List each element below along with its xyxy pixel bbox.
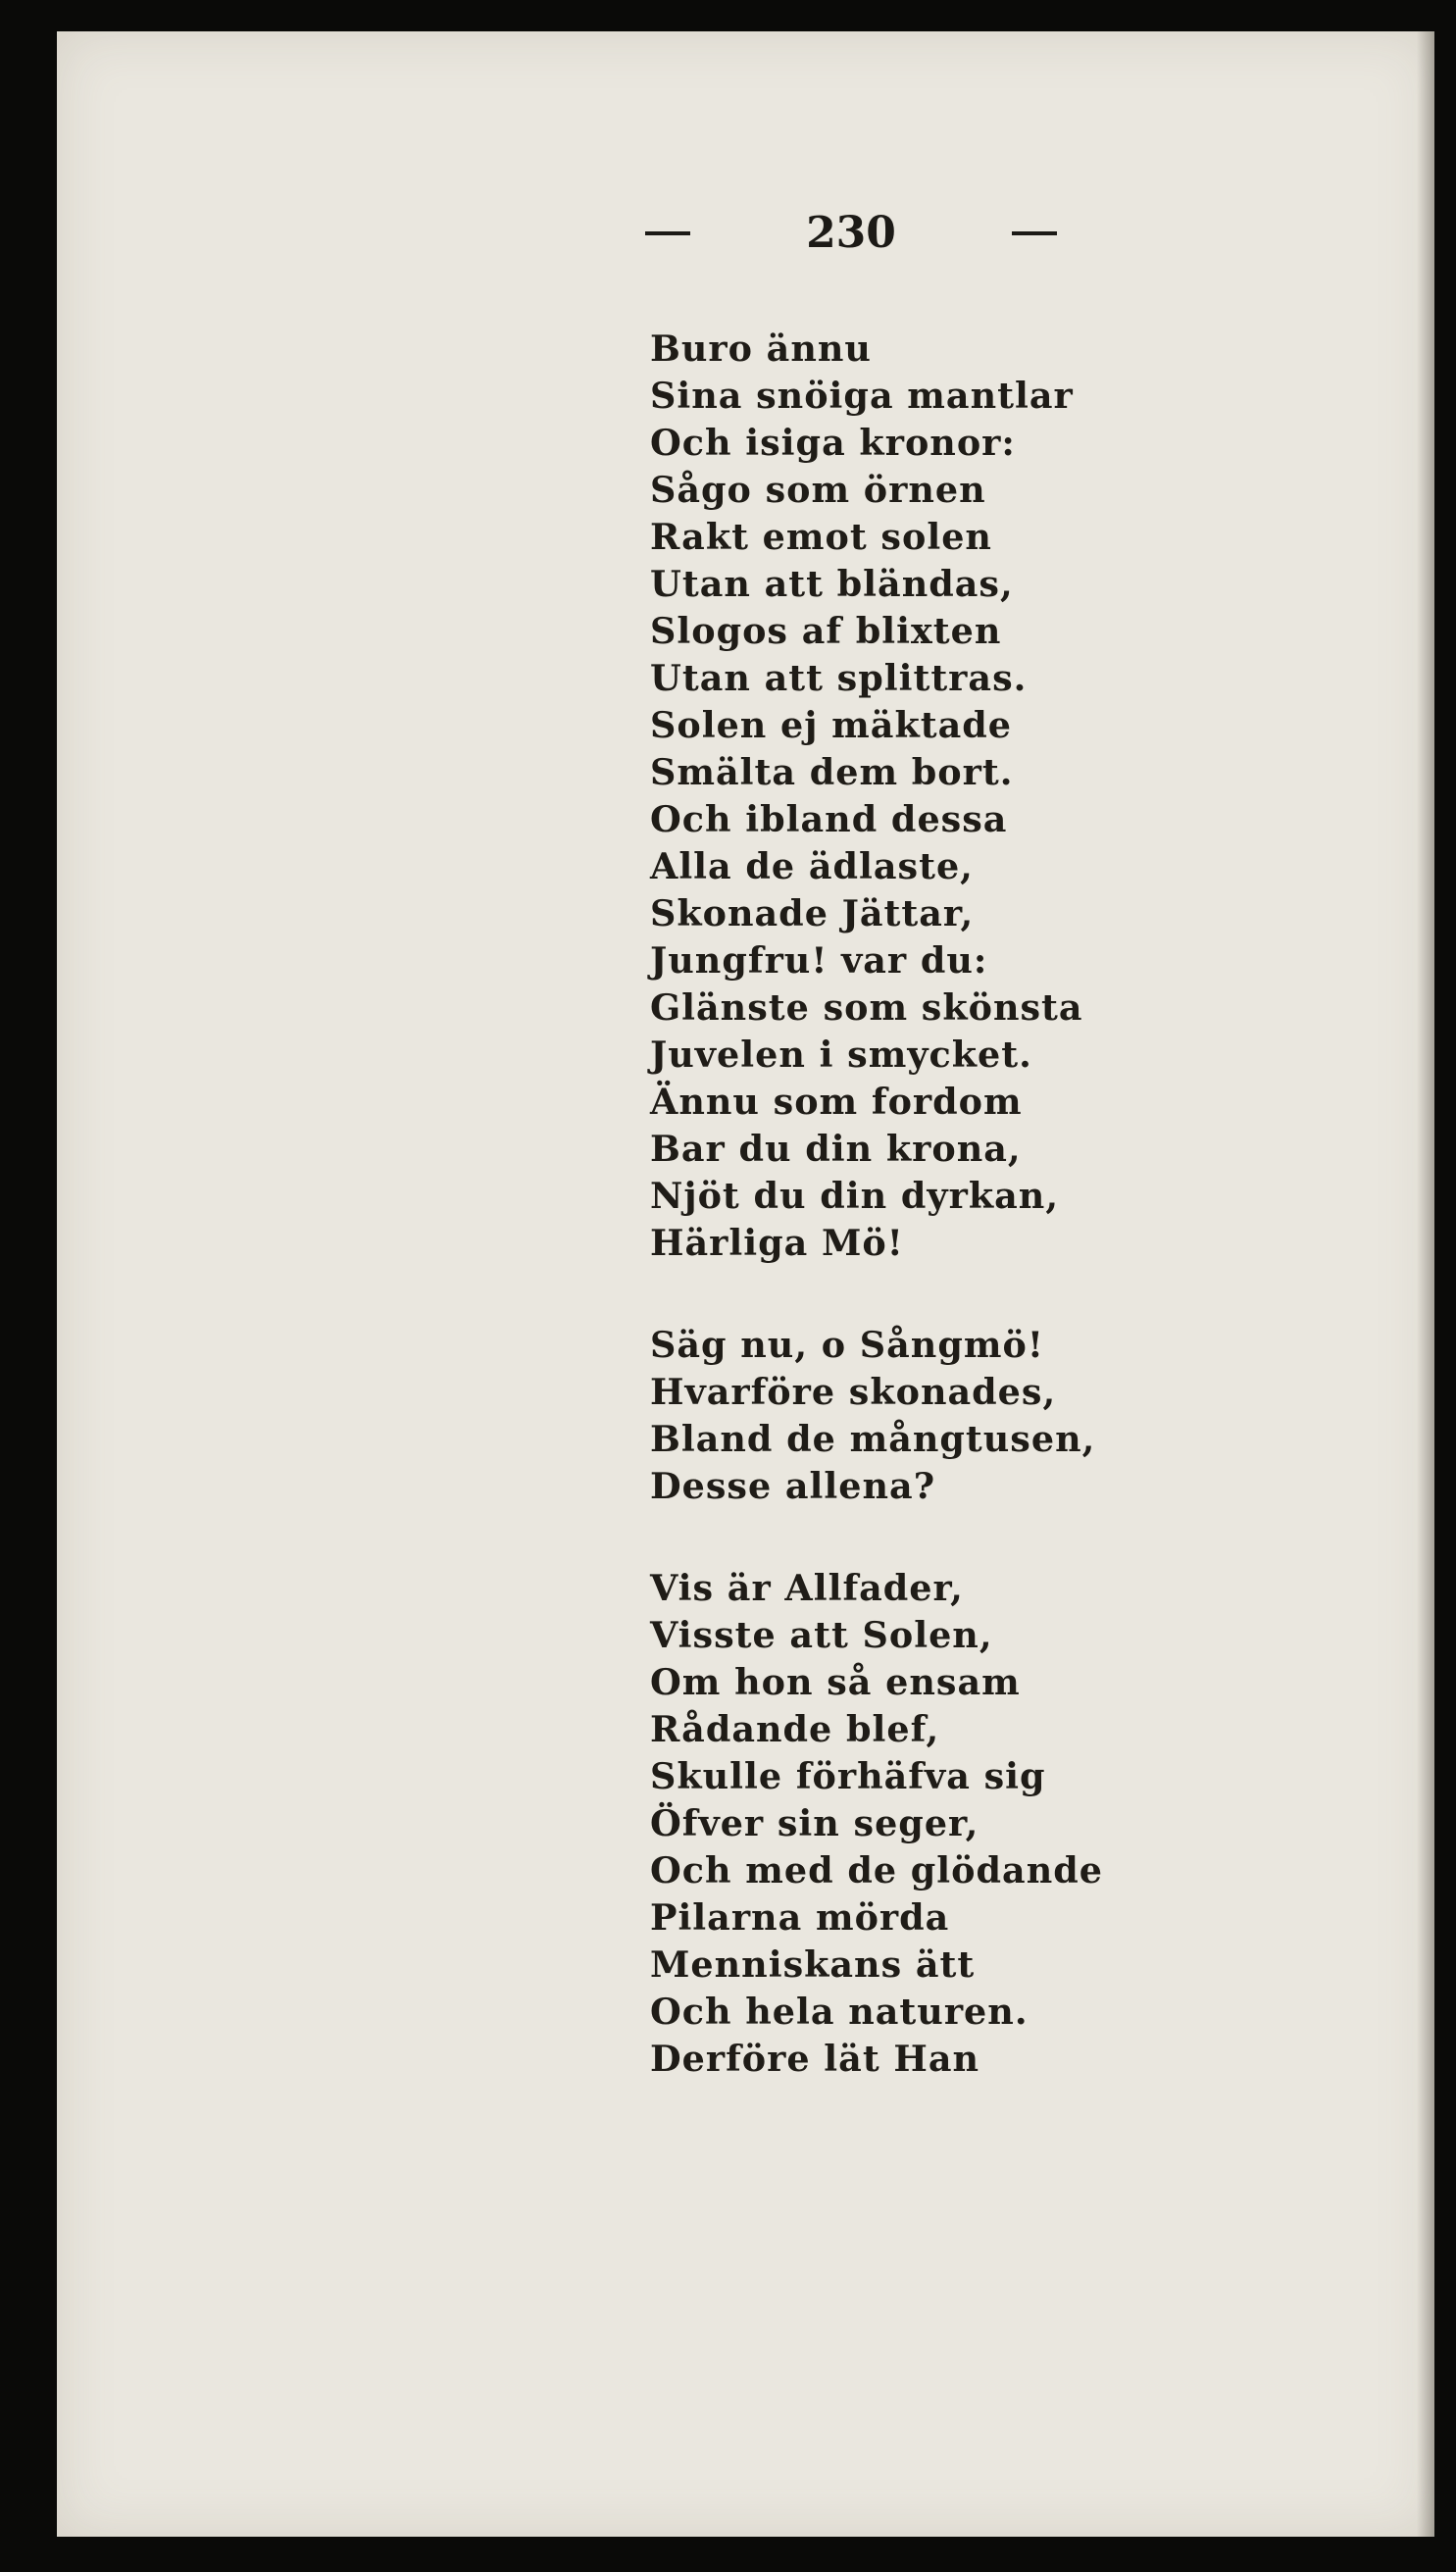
poem-line: Alla de ädlaste, [650, 845, 974, 887]
poem-text [650, 326, 1160, 2083]
poem-line: Öfver sin seger, [650, 1802, 979, 1844]
poem-line: Rakt emot solen [650, 516, 992, 558]
poem-line: Utan att splittras. [650, 657, 1028, 699]
page-number-header [645, 208, 1057, 258]
poem-line: Bar du din krona, [650, 1128, 1022, 1170]
right-dash [1012, 231, 1057, 235]
stanza-1 [650, 326, 1160, 1267]
poem-line: Glänste som skönsta [650, 986, 1083, 1029]
poem-line: Skonade Jättar, [650, 892, 975, 934]
left-dash [645, 231, 690, 235]
stanza-gap [650, 1267, 1160, 1322]
poem-line: Buro ännu [650, 328, 872, 370]
poem-line: Visste att Solen, [650, 1614, 993, 1656]
poem-line: Desse allena? [650, 1465, 936, 1507]
poem-line: Rådande blef, [650, 1708, 940, 1750]
poem-line: Och med de glödande [650, 1849, 1103, 1891]
stanza-2 [650, 1322, 1160, 1510]
poem-line: Smälta dem bort. [650, 751, 1014, 793]
poem-line: Härliga Mö! [650, 1222, 904, 1264]
poem-line: Njöt du din dyrkan, [650, 1175, 1060, 1217]
poem-line: Skulle förhäfva sig [650, 1755, 1046, 1797]
page-edge-shadow [1417, 31, 1434, 2537]
stanza-3 [650, 1565, 1160, 2083]
page-number: 230 [806, 208, 896, 258]
stanza-gap [650, 1510, 1160, 1565]
poem-line: Jungfru! var du: [650, 939, 988, 982]
poem-line: Ännu som fordom [650, 1081, 1023, 1123]
poem-line: Vis är Allfader, [650, 1567, 964, 1609]
poem-line: Sågo som örnen [650, 469, 986, 511]
poem-line: Juvelen i smycket. [650, 1034, 1032, 1076]
poem-line: Bland de mångtusen, [650, 1418, 1096, 1460]
book-page [57, 31, 1434, 2537]
poem-line: Menniskans ätt [650, 1943, 976, 1986]
poem-line: Om hon så ensam [650, 1661, 1021, 1703]
poem-line: Solen ej mäktade [650, 704, 1012, 746]
poem-line: Derföre lät Han [650, 2038, 980, 2080]
poem-line: Hvarföre skonades, [650, 1371, 1057, 1413]
poem-line: Sina snöiga mantlar [650, 375, 1074, 417]
poem-line: Och hela naturen. [650, 1991, 1029, 2033]
poem-line: Slogos af blixten [650, 610, 1002, 652]
poem-line: Utan att bländas, [650, 563, 1014, 605]
poem-line: Och ibland dessa [650, 798, 1008, 840]
poem-line: Säg nu, o Sångmö! [650, 1324, 1044, 1366]
poem-line: Och isiga kronor: [650, 422, 1016, 464]
poem-line: Pilarna mörda [650, 1896, 950, 1939]
